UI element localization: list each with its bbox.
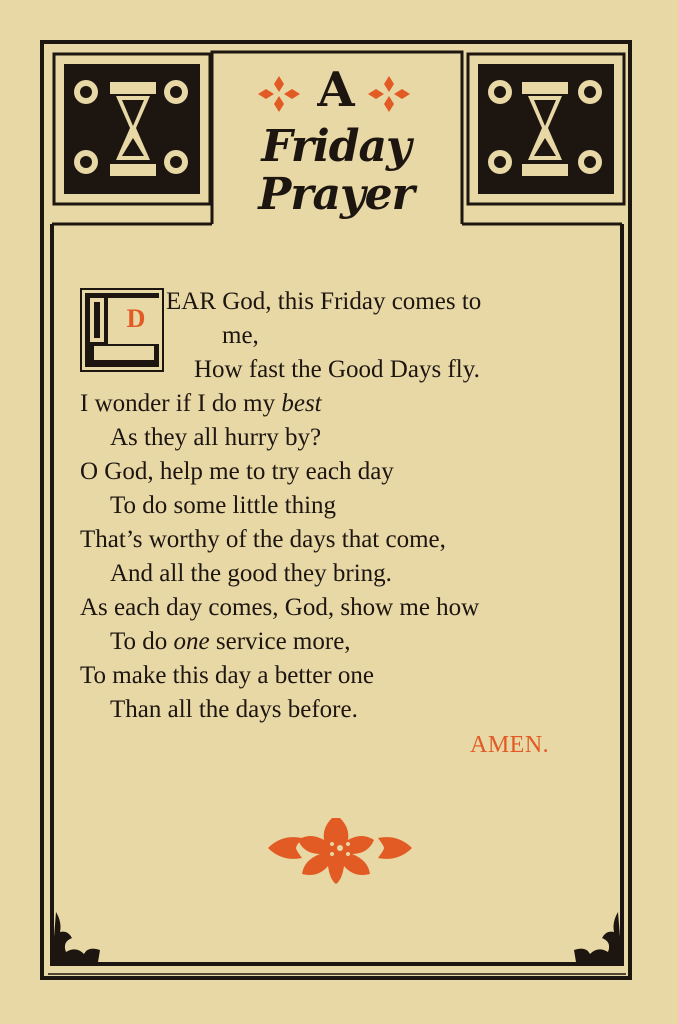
poem-line: EAR God, this Friday comes to [166, 288, 482, 315]
hourglass-roses-icon [52, 52, 212, 206]
poem-line: O God, help me to try each day [80, 458, 394, 485]
poem-line: To do one service more, [110, 628, 351, 655]
title-block [214, 60, 458, 240]
poem-line: As each day comes, God, show me how [80, 594, 480, 621]
poem-line: How fast the Good Days fly. [194, 356, 480, 383]
poem-line: As they all hurry by? [110, 424, 322, 451]
title-line-1: Friday [261, 121, 411, 172]
title-article: A [317, 62, 355, 118]
floral-ornament-icon [266, 812, 414, 884]
poem-line: And all the good they bring. [110, 560, 392, 587]
poem-line: I wonder if I do my best [80, 390, 322, 417]
poem-line: That’s worthy of the days that come, [80, 526, 446, 553]
poem-line: me, [222, 322, 259, 349]
drop-cap-letter: D [126, 304, 146, 333]
hourglass-roses-icon [466, 52, 626, 206]
title-line-2: Prayer [258, 169, 414, 220]
amen: AMEN. [470, 732, 550, 758]
emphasis-one: one [173, 628, 210, 655]
poem-line: Than all the days before. [110, 696, 358, 723]
poem-line: To make this day a better one [80, 662, 374, 689]
emphasis-best: best [281, 390, 322, 417]
poem-line: To do some little thing [110, 492, 337, 519]
